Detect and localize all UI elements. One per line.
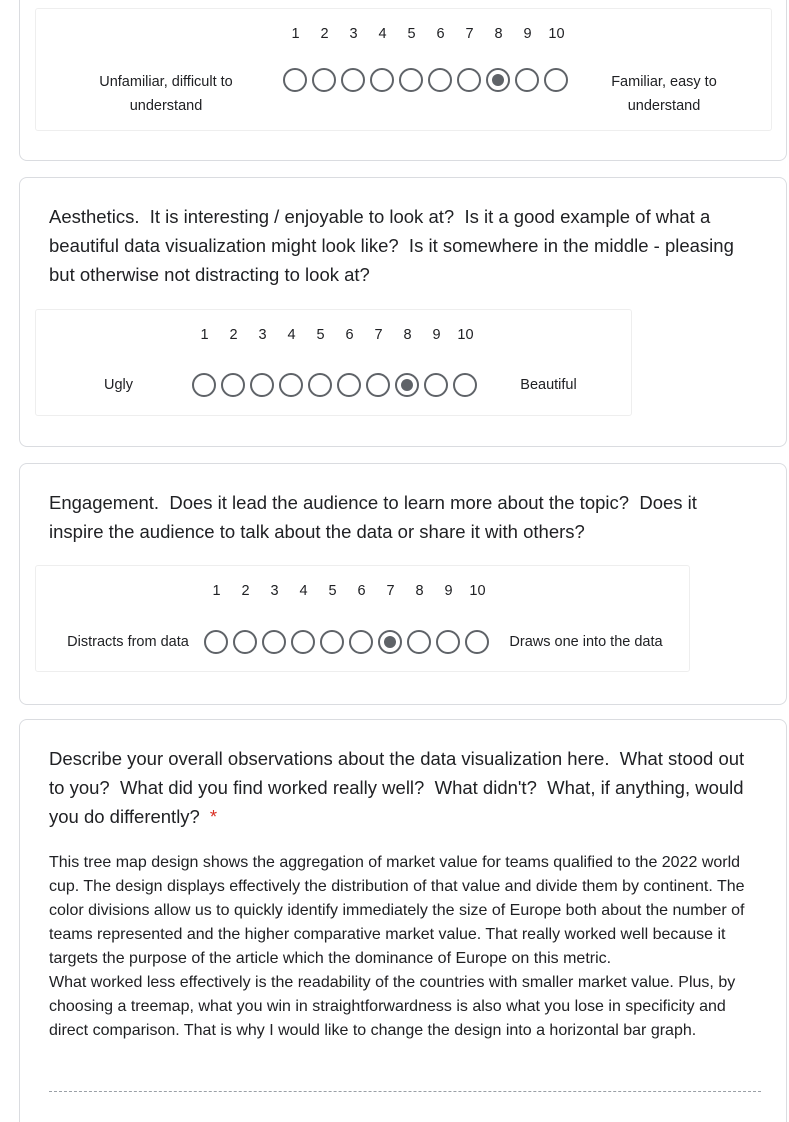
- radio-option-10[interactable]: [453, 373, 477, 397]
- radio-option-6[interactable]: [349, 630, 373, 654]
- scale-number-7: 7: [374, 327, 383, 343]
- radio-option-6[interactable]: [337, 373, 361, 397]
- radio-option-8[interactable]: [486, 68, 510, 92]
- scale-number-9: 9: [432, 327, 441, 343]
- scale-number-5: 5: [316, 327, 325, 343]
- answer-textarea[interactable]: [49, 851, 761, 1043]
- linear-scale-engagement: [35, 565, 690, 672]
- question-title: Aesthetics. It is interesting / enjoyable to look at? Is it a good example of what a beautiful data visualization might look like? Is it somewhere in the middle - pleasing but otherwise not distracting to look at?: [49, 206, 740, 285]
- scale-number-6: 6: [436, 26, 445, 42]
- scale-left-label: Ugly: [103, 377, 133, 393]
- scale-number-4: 4: [287, 327, 296, 343]
- scale-number-6: 6: [345, 327, 354, 343]
- scale-right-label: [584, 70, 744, 118]
- radio-option-2[interactable]: [312, 68, 336, 92]
- linear-scale-clarity: [35, 8, 772, 131]
- radio-option-9[interactable]: [515, 68, 539, 92]
- radio-option-2[interactable]: [233, 630, 257, 654]
- scale-number-1: 1: [291, 26, 300, 42]
- scale-number-4: 4: [378, 26, 387, 42]
- scale-number-3: 3: [349, 26, 358, 42]
- question-text: Describe your overall observations about the data visualization here. What stood out to you? What did you find worked really well? What didn't? What, if anything, would you do differently?: [49, 748, 750, 827]
- scale-left-label-line2: understand: [129, 98, 203, 114]
- radio-option-7[interactable]: [378, 630, 402, 654]
- scale-number-1: 1: [200, 327, 209, 343]
- scale-left-label: [76, 70, 256, 118]
- radio-option-4[interactable]: [370, 68, 394, 92]
- question-title: [49, 744, 749, 831]
- scale-number-5: 5: [328, 583, 337, 599]
- radio-option-9[interactable]: [424, 373, 448, 397]
- scale-number-10: 10: [469, 583, 486, 599]
- scale-number-8: 8: [494, 26, 503, 42]
- answer-paragraph-2: What worked less effectively is the readability of the countries with smaller market value. Plus, by choosing a treemap, what you win in straightforwardness is also what you lose in specificity and direct comparison. That is why I would like to change the design into a horizontal bar graph.: [49, 974, 736, 1039]
- radio-option-4[interactable]: [291, 630, 315, 654]
- answer-underline: [49, 1091, 761, 1092]
- scale-right-label-line1: Familiar, easy to: [611, 74, 717, 90]
- question-card-observations: [19, 719, 787, 1122]
- radio-option-7[interactable]: [366, 373, 390, 397]
- radio-option-1[interactable]: [283, 68, 307, 92]
- radio-option-8[interactable]: [407, 630, 431, 654]
- radio-option-5[interactable]: [308, 373, 332, 397]
- scale-number-10: 10: [457, 327, 474, 343]
- answer-paragraph-1: This tree map design shows the aggregation of market value for teams qualified to the 2022 world cup. The design displays effectively the distribution of that value and divide them by continent. The color divisions allow us to quickly identify immediately the size of Europe both about the number of teams represented and the higher comparative market value. That really worked well because it targets the purpose of the article which the dominance of Europe on this metric.: [49, 854, 745, 967]
- radio-option-5[interactable]: [320, 630, 344, 654]
- question-card-engagement: [19, 463, 787, 705]
- scale-number-5: 5: [407, 26, 416, 42]
- radio-option-7[interactable]: [457, 68, 481, 92]
- scale-number-3: 3: [258, 327, 267, 343]
- radio-option-3[interactable]: [262, 630, 286, 654]
- scale-number-1: 1: [212, 583, 221, 599]
- scale-number-7: 7: [465, 26, 474, 42]
- scale-right-label-line2: understand: [627, 98, 701, 114]
- radio-option-9[interactable]: [436, 630, 460, 654]
- scale-number-10: 10: [548, 26, 565, 42]
- scale-number-8: 8: [403, 327, 412, 343]
- question-title: Engagement. Does it lead the audience to learn more about the topic? Does it inspire the audience to talk about the data or share it with others?: [49, 492, 703, 542]
- scale-number-4: 4: [299, 583, 308, 599]
- required-asterisk: *: [209, 806, 218, 827]
- radio-option-1[interactable]: [192, 373, 216, 397]
- radio-option-10[interactable]: [465, 630, 489, 654]
- radio-option-3[interactable]: [250, 373, 274, 397]
- scale-number-2: 2: [229, 327, 238, 343]
- scale-number-9: 9: [523, 26, 532, 42]
- scale-number-2: 2: [241, 583, 250, 599]
- radio-option-4[interactable]: [279, 373, 303, 397]
- scale-right-label: Beautiful: [520, 377, 577, 393]
- scale-right-label: Draws one into the data: [509, 634, 663, 650]
- linear-scale-aesthetics: [35, 309, 632, 416]
- question-card-aesthetics: [19, 177, 787, 447]
- radio-option-5[interactable]: [399, 68, 423, 92]
- scale-number-3: 3: [270, 583, 279, 599]
- scale-number-6: 6: [357, 583, 366, 599]
- scale-number-9: 9: [444, 583, 453, 599]
- radio-option-3[interactable]: [341, 68, 365, 92]
- scale-number-2: 2: [320, 26, 329, 42]
- scale-left-label: Distracts from data: [67, 634, 189, 650]
- scale-number-8: 8: [415, 583, 424, 599]
- radio-option-10[interactable]: [544, 68, 568, 92]
- scale-left-label-line1: Unfamiliar, difficult to: [99, 74, 233, 90]
- question-card-clarity: [19, 0, 787, 161]
- radio-option-6[interactable]: [428, 68, 452, 92]
- radio-option-8[interactable]: [395, 373, 419, 397]
- scale-number-7: 7: [386, 583, 395, 599]
- radio-option-2[interactable]: [221, 373, 245, 397]
